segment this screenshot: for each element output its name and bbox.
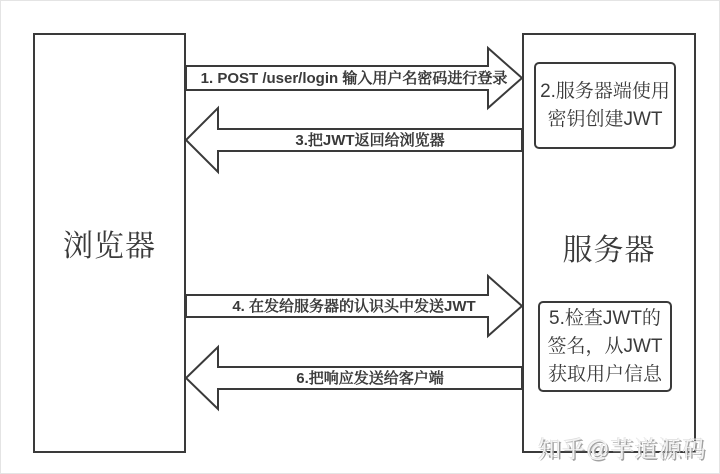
step-verify-line-3: 获取用户信息 bbox=[547, 363, 662, 385]
server-step-verify-jwt-box bbox=[538, 301, 672, 392]
watermark: 知乎@芋道源码 bbox=[538, 436, 707, 462]
server-box bbox=[522, 33, 696, 453]
server-step-create-jwt-box bbox=[534, 62, 676, 149]
arrow-label-step6: 6.把响应发送给客户端 bbox=[296, 370, 444, 387]
arrow-label-step1: 1. POST /user/login 输入用户名密码进行登录 bbox=[200, 70, 508, 87]
server-label: 服务器 bbox=[562, 234, 656, 267]
step-verify-line-1: 5.检查JWT的 bbox=[549, 307, 661, 329]
arrow-label-step3: 3.把JWT返回给浏览器 bbox=[295, 132, 445, 149]
step-create-line-1: 2.服务器端使用 bbox=[540, 80, 670, 102]
step-verify-line-2: 签名，从JWT bbox=[547, 335, 663, 357]
arrow-label-step4: 4. 在发给服务器的认识头中发送JWT bbox=[232, 298, 476, 315]
browser-box bbox=[33, 33, 186, 453]
browser-label: 浏览器 bbox=[63, 230, 156, 263]
step-create-line-2: 密钥创建JWT bbox=[547, 108, 663, 130]
